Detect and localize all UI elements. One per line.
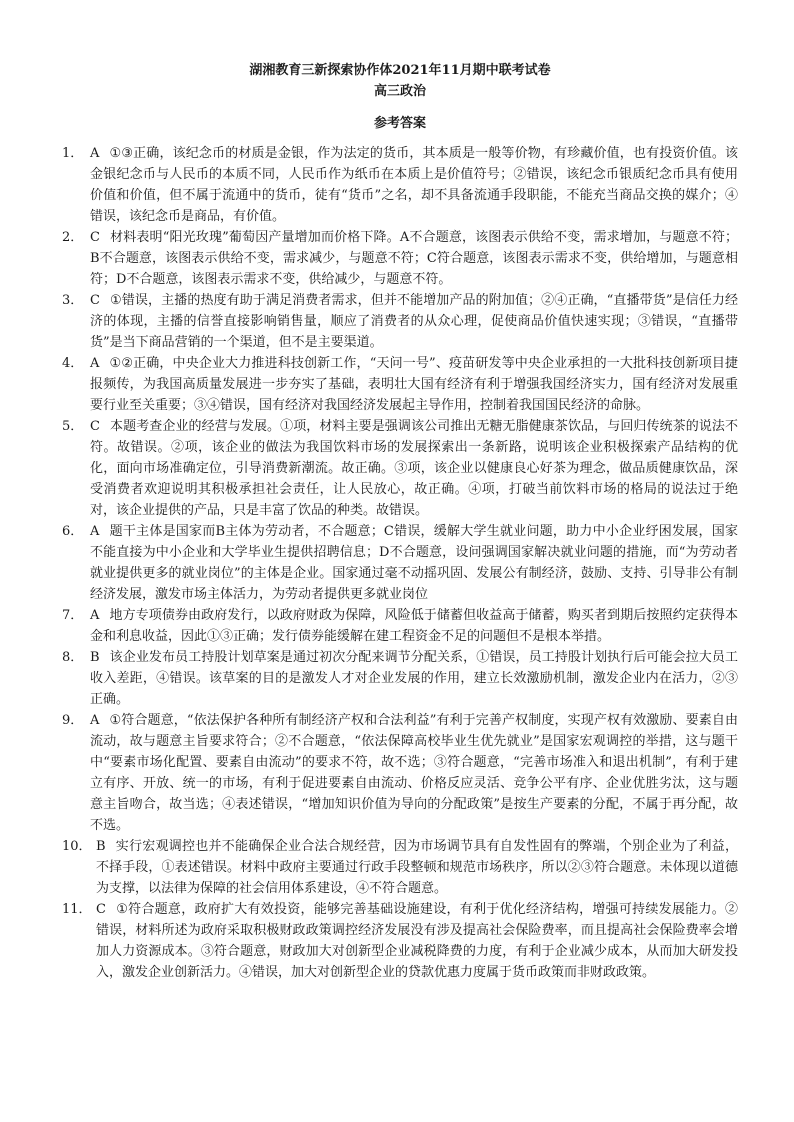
answer-list xyxy=(62,143,738,983)
answer-number: 8． xyxy=(62,650,84,665)
document-subtitle: 高三政治 xyxy=(373,84,426,99)
answer-number: 10． xyxy=(62,839,92,854)
answer-key: B xyxy=(90,650,100,665)
answer-key: C xyxy=(90,230,100,245)
answer-key: A xyxy=(90,524,100,539)
answer-number: 3． xyxy=(62,293,84,308)
answer-number: 2． xyxy=(62,230,84,245)
answer-explanation: ①符合题意，政府扩大有效投资，能够完善基础设施建设，有利于优化经济结构，增强可持续发展能力。②错误，材料所述为政府采取积极财政政策调控经济发展没有涉及提高社会保险费率，而且提高社会保险费率会增加人力资源成本。③符合题意，财政加大对创新型企业减税降费的力度，有利于企业减少成本，从而加大研发投入，激发企业创新活力。④错误，加大对创新型企业的贷款优惠力度属于货币政策而非财政政策。 xyxy=(96,902,738,980)
answer-item-3 xyxy=(62,290,738,353)
answer-number: 6． xyxy=(62,524,84,539)
answer-key: A xyxy=(90,713,100,728)
answer-item-4 xyxy=(62,353,738,416)
answer-explanation: 材料表明“阳光玫瑰”葡萄因产量增加而价格下降。A不合题意，该图表示供给不变，需求增加，与题意不符；B不合题意，该图表示供给不变，需求减少，与题意不符；C符合题意，该图表示需求不变，供给增加，与题意相符；D不合题意，该图表示需求不变，供给减少，与题意不符。 xyxy=(90,230,738,287)
answer-explanation: ①②正确，中央企业大力推进科技创新工作，“天问一号”、疫苗研发等中央企业承担的一大批科技创新项目捷报频传，为我国高质量发展进一步夯实了基础，表明壮大国有经济有利于增强我国经济实力，国有经济对发展重要行业至关重要；③④错误，国有经济对我国经济发展起主导作用，控制着我国国民经济的命脉。 xyxy=(90,356,738,413)
answer-number: 1． xyxy=(62,146,84,161)
answer-key: A xyxy=(90,146,100,161)
answer-explanation: 实行宏观调控也并不能确保企业合法合规经营，因为市场调节具有自发性固有的弊端，个别企业为了利益，不择手段，①表述错误。材料中政府主要通过行政手段整顿和规范市场秩序，所以②③符合题意。未体现以道德为支撑，以法律为保障的社会信用体系建设，④不符合题意。 xyxy=(96,839,738,896)
answer-explanation: ①符合题意，“依法保护各种所有制经济产权和合法利益”有利于完善产权制度，实现产权有效激励、要素自由流动，故与题意主旨要求符合；②不合题意，“依法保障高校毕业生优先就业”是国家宏观调控的举措，这与题干中“要素市场化配置、要素自由流动”的要求不符，故不选；③符合题意，“完善市场准入和退出机制”，有利于建立有序、开放、统一的市场，有利于促进要素自由流动、价格反应灵活、竞争公平有序、企业优胜劣汰，这与题意主旨吻合，故当选；④表述错误，“增加知识价值为导向的分配政策”是按生产要素的分配，不属于再分配，故不选。 xyxy=(90,713,738,833)
answer-heading: 参考答案 xyxy=(373,116,426,131)
answer-key: B xyxy=(96,839,106,854)
answer-key: C xyxy=(96,902,106,917)
answer-key: A xyxy=(90,608,100,623)
answer-key: C xyxy=(90,293,100,308)
answer-explanation: 题干主体是国家而B主体为劳动者，不合题意；C错误，缓解大学生就业问题，助力中小企业纾困发展，国家不能直接为中小企业和大学毕业生提供招聘信息；D不合题意，设问强调国家解决就业问题的措施，而“为劳动者就业提供更多的就业岗位”的主体是企业。国家通过毫不动摇巩固、发展公有制经济，鼓励、支持、引导非公有制经济发展，激发市场主体活力，为劳动者提供更多就业岗位 xyxy=(90,524,738,602)
answer-item-11 xyxy=(62,899,738,983)
answer-key: C xyxy=(90,419,100,434)
answer-key: A xyxy=(90,356,100,371)
answer-explanation: 本题考查企业的经营与发展。①项，材料主要是强调该公司推出无糖无脂健康茶饮品，与回归传统茶的说法不符。故错误。②项，该企业的做法为我国饮料市场的发展探索出一条新路，说明该企业积极探索产品结构的优化，面向市场准确定位，引导消费新潮流。故正确。③项，该企业以健康良心好茶为理念，做品质健康饮品，深受消费者欢迎说明其积极承担社会责任，让人民放心，故正确。④项，打破当前饮料市场的格局的说法过于绝对，该企业提供的产品，只是丰富了饮品的种类。故错误。 xyxy=(90,419,738,518)
answer-item-9 xyxy=(62,710,738,836)
answer-item-5 xyxy=(62,416,738,521)
answer-item-7 xyxy=(62,605,738,647)
answer-item-2 xyxy=(62,227,738,290)
answer-explanation: ①③正确，该纪念币的材质是金银，作为法定的货币，其本质是一般等价物，有珍藏价值，也有投资价值。该金银纪念币与人民币的本质不同，人民币作为纸币在本质上是价值符号；②错误，该纪念币银质纪念币具有使用价值和价值，但不属于流通中的货币，徒有“货币”之名，却不具备流通手段职能，不能充当商品交换的媒介；④错误，该纪念币是商品，有价值。 xyxy=(90,146,738,224)
document-title: 湖湘教育三新探索协作体2021年11月期中联考试卷 xyxy=(249,63,551,78)
answer-item-1 xyxy=(62,143,738,227)
answer-item-8 xyxy=(62,647,738,710)
answer-number: 7． xyxy=(62,608,84,623)
answer-item-10 xyxy=(62,836,738,899)
answer-explanation: 地方专项债券由政府发行，以政府财政为保障，风险低于储蓄但收益高于储蓄，购买者到期后按照约定获得本金和利息收益，因此①③正确；发行债券能缓解在建工程资金不足的问题但不是根本举措。 xyxy=(90,608,738,644)
answer-item-6 xyxy=(62,521,738,605)
answer-number: 5． xyxy=(62,419,84,434)
answer-explanation: 该企业发布员工持股计划草案是通过初次分配来调节分配关系，①错误，员工持股计划执行后可能会拉大员工收入差距，④错误。该草案的目的是激发人才对企业发展的作用，建立长效激励机制，激发企业内在活力，②③正确。 xyxy=(90,650,738,707)
answer-number: 4． xyxy=(62,356,84,371)
answer-number: 9． xyxy=(62,713,84,728)
answer-explanation: ①错误，主播的热度有助于满足消费者需求，但并不能增加产品的附加值；②④正确，“直播带货”是信任力经济的体现，主播的信誉直接影响销售量，顺应了消费者的从众心理，促使商品价值快速实现；③错误，“直播带货”是当下商品营销的一个渠道，但不是主要渠道。 xyxy=(90,293,738,350)
answer-number: 11． xyxy=(62,902,92,917)
